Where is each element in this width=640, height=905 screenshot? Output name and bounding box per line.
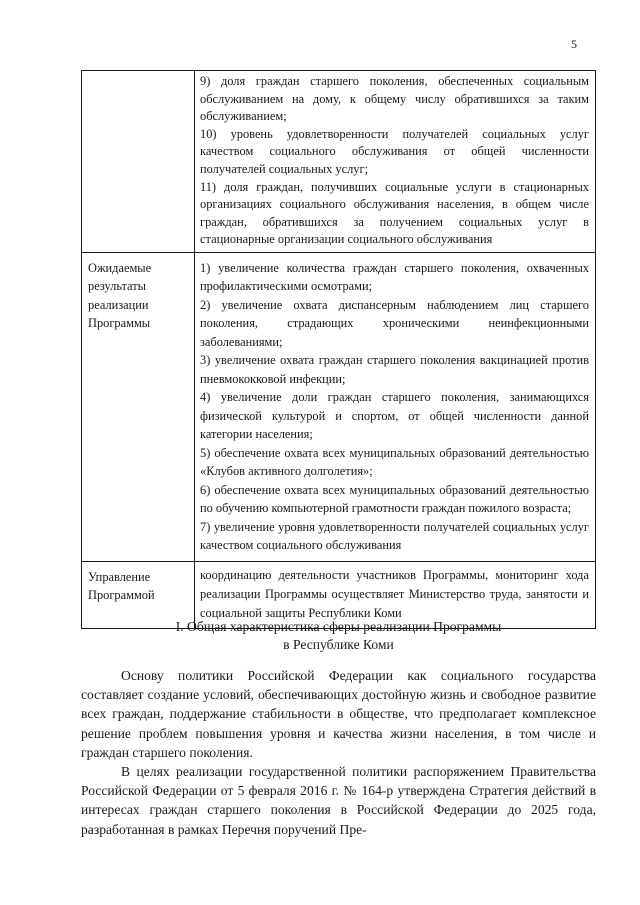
list-item: 4) увеличение доли граждан старшего поколения, занимающихся физической культурой и спортом, от общей численности данной категории населения; <box>200 390 589 442</box>
section-body <box>81 666 596 839</box>
list-item: 7) увеличение уровня удовлетворенности получателей социальных услуг качеством социального обслуживания <box>200 519 589 553</box>
list-item: 11) доля граждан, получивших социальные услуги в стационарных организациях социального обслуживания населения, в общем числе граждан, обратившихся за получением социальных услуг в стационарные организации социального обслуживания <box>200 179 589 247</box>
paragraph: В целях реализации государственной политики распоряжением Правительства Российской Федерации от 5 февраля 2016 г. № 164-р утверждена Стратегия действий в интересах граждан старшего поколения в Российской Федерации до 2025 года, разработанная в рамках Перечня поручений Пре- <box>81 764 596 837</box>
table-row <box>82 252 596 561</box>
management-label: Управление Программой <box>82 561 195 628</box>
list-item: 1) увеличение количества граждан старшего поколения, охваченных профилактическими осмотрами; <box>200 260 589 294</box>
page-number: 5 <box>571 37 577 51</box>
list-item: 3) увеличение охвата граждан старшего поколения вакцинацией против пневмококковой инфекции; <box>200 353 589 386</box>
list-item: 2) увеличение охвата диспансерным наблюдением лиц старшего поколения, страдающих хроническими неинфекционными заболеваниями; <box>200 297 589 349</box>
list-item: 10) уровень удовлетворенности получателей социальных услуг качеством социального обслуживания от общей численности получателей социальных услуг; <box>200 126 589 176</box>
list-item: 9) доля граждан старшего поколения, обеспеченных социальным обслуживанием на дому, к общему числу обратившихся за таким обслуживанием; <box>200 74 589 124</box>
list-item: 6) обеспечение охвата всех муниципальных образований деятельностью по обучению компьютерной грамотности граждан пожилого возраста; <box>200 482 589 516</box>
table-row <box>82 71 596 253</box>
expected-results-cell <box>195 252 596 561</box>
section-heading-line-2: в Республике Коми <box>283 637 394 652</box>
list-item: 5) обеспечение охвата всех муниципальных образований деятельностью «Клубов активного долголетия»; <box>200 445 589 479</box>
expected-results-label: Ожидаемые результаты реализации Программы <box>82 252 195 561</box>
section-heading-line-1: I. Общая характеристика сферы реализации Программы <box>175 619 502 634</box>
management-text: координацию деятельности участников Программы, мониторинг хода реализации Программы осуществляет Министерство труда, занятости и социальной защиты Республики Коми <box>200 567 589 620</box>
program-passport-table <box>81 70 596 629</box>
row-label-empty <box>82 71 195 253</box>
section-heading <box>81 618 596 654</box>
indicators-cell <box>195 71 596 253</box>
paragraph: Основу политики Российской Федерации как социального государства составляет создание условий, обеспечивающих достойную жизнь и свободное развитие всех граждан, поддержание стабильности в обществе, что предполагает комплексное решение проблем повышения уровня и качества жизни населения, в том числе и граждан старшего поколения. <box>81 668 596 760</box>
